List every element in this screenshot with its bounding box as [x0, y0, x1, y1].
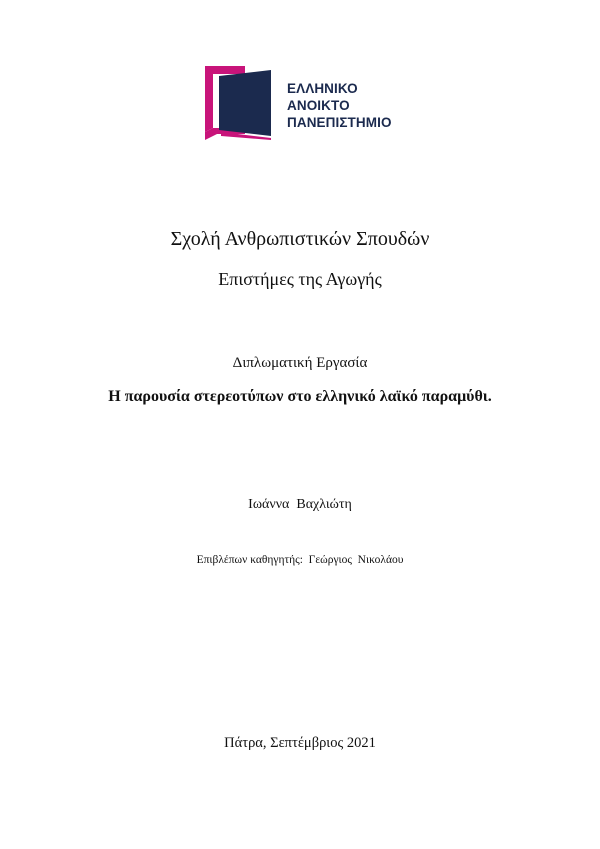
thesis-title: Η παρουσία στερεοτύπων στο ελληνικό λαϊκό παραμύθι. — [108, 388, 492, 405]
logo-line-1: ΕΛΛΗΝΙΚΟ — [287, 81, 358, 96]
supervisor-line: Επιβλέπων καθηγητής: Γεώργιος Νικολάου — [196, 554, 404, 566]
thesis-type: Διπλωματική Εργασία — [232, 355, 368, 371]
university-logo — [205, 66, 405, 142]
school-name: Σχολή Ανθρωπιστικών Σπουδών — [170, 228, 430, 250]
logo-wordmark — [287, 80, 392, 131]
logo-line-2: ΑΝΟΙΚΤΟ — [287, 98, 350, 113]
logo-line-3: ΠΑΝΕΠΙΣΤΗΜΙΟ — [287, 115, 392, 130]
department-name: Επιστήμες της Αγωγής — [218, 269, 382, 289]
logo-mark-icon — [205, 66, 283, 142]
author-name: Ιωάννα Βαχλιώτη — [248, 497, 352, 512]
place-and-date: Πάτρα, Σεπτέμβριος 2021 — [224, 735, 376, 751]
